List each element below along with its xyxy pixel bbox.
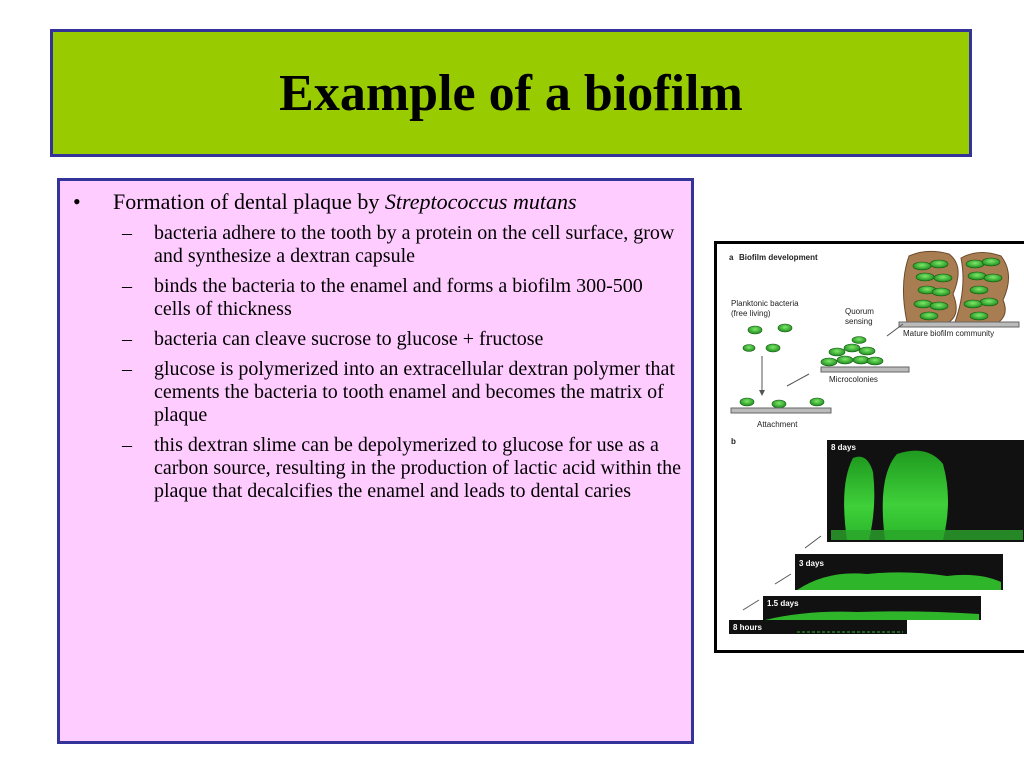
planktonic-label-1: Planktonic bacteria (731, 299, 799, 308)
arrow-icon (887, 324, 903, 336)
stage-label-3-days: 3 days (799, 559, 824, 568)
species-name: Streptococcus mutans (384, 189, 577, 214)
content-panel (57, 178, 694, 744)
planktonic-bacteria (743, 324, 792, 352)
micrograph-3-days (795, 554, 1003, 590)
quorum-label-1: Quorum (845, 307, 874, 316)
sub-bullet-text: binds the bacteria to the enamel and forms a biofilm 300-500 cells of thickness (154, 275, 643, 320)
main-bullet (70, 189, 683, 215)
sub-bullet-text: bacteria adhere to the tooth by a protein on the cell surface, grow and synthesize a dextran capsule (154, 222, 675, 267)
sub-bullet: – glucose is polymerized into an extracellular dextran polymer that cements the bacteria to tooth enamel and becomes the matrix of plaque (70, 358, 683, 427)
sub-bullet: – this dextran slime can be depolymerized to glucose for use as a carbon source, resulting in the production of lactic acid within the plaque that decalcifies the enamel and leads to dental caries (122, 434, 682, 502)
sub-bullet: – bacteria can cleave sucrose to glucose + fructose (70, 328, 683, 351)
quorum-label-2: sensing (845, 317, 873, 326)
stage-label-1-5-days: 1.5 days (767, 599, 799, 608)
micrograph-8-days (827, 440, 1024, 542)
micrograph-1-5-days (763, 596, 981, 620)
sub-bullet-text: this dextran slime can be depolymerized to glucose for use as a carbon source, resulting in the production of lactic acid within the plaque that decalcifies the enamel and leads to dental caries (154, 434, 682, 502)
attachment-label: Attachment (757, 420, 798, 429)
bullet-marker: • (73, 189, 81, 214)
panel-a-title: Biofilm development (739, 253, 818, 262)
microcolony-illustration (821, 337, 883, 367)
panel-a-letter: a (729, 253, 734, 262)
mature-label: Mature biofilm community (903, 329, 995, 338)
panel-b-letter: b (731, 437, 736, 446)
sub-bullet: – binds the bacteria to the enamel and forms a biofilm 300-500 cells of thickness (70, 275, 683, 321)
slide-title: Example of a biofilm (279, 64, 743, 122)
stage-label-8-days: 8 days (831, 443, 856, 452)
title-banner (50, 29, 972, 157)
mature-biofilm-illustration (899, 251, 1019, 327)
microcolonies-label: Microcolonies (829, 375, 878, 384)
micrograph-8-hours (729, 620, 907, 634)
sub-bullet-text: bacteria can cleave sucrose to glucose + fructose (154, 328, 544, 350)
biofilm-figure (714, 241, 1024, 653)
attachment-illustration (740, 398, 824, 408)
sub-bullet: – bacteria adhere to the tooth by a protein on the cell surface, grow and synthesize a dextran capsule (70, 222, 683, 268)
arrow-icon (787, 374, 809, 386)
bullet-text: Formation of dental plaque by (113, 189, 385, 214)
biofilm-diagram (717, 244, 1024, 650)
planktonic-label-2: (free living) (731, 309, 771, 318)
stage-label-8-hours: 8 hours (733, 623, 762, 632)
sub-bullet-text: glucose is polymerized into an extracellular dextran polymer that cements the bacteria to tooth enamel and becomes the matrix of plaque (154, 358, 675, 426)
